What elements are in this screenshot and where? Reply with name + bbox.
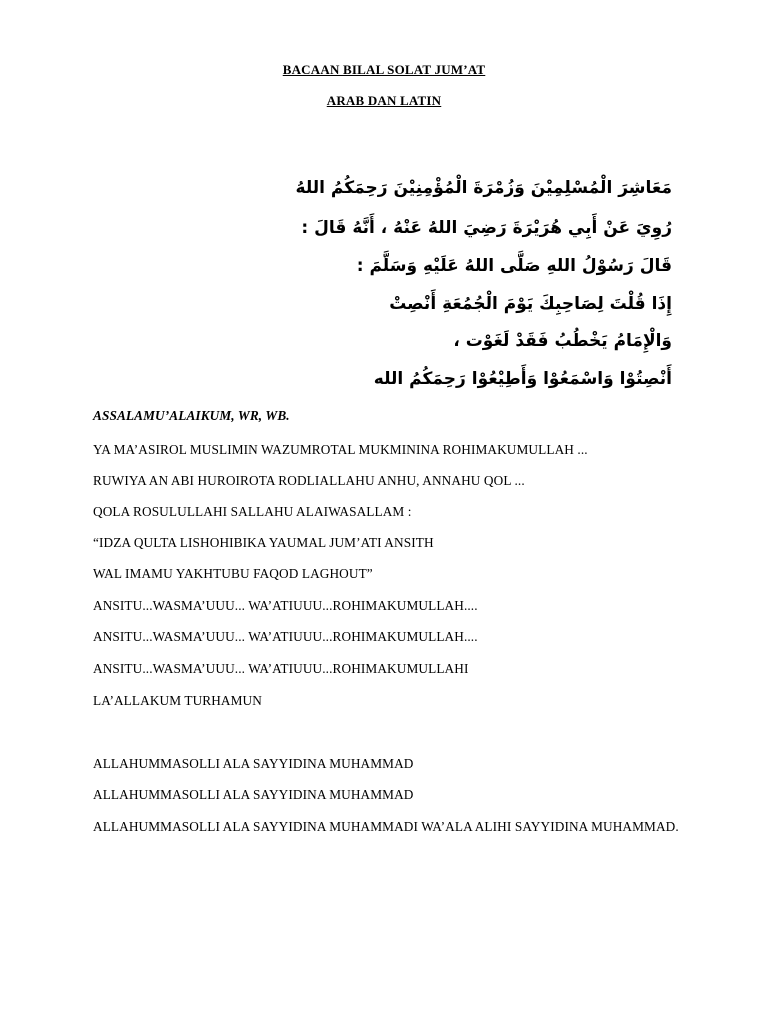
latin-line-1: YA MA’ASIROL MUSLIMIN WAZUMROTAL MUKMININA ROHIMAKUMULLAH ... <box>93 442 588 457</box>
greeting-text: ASSALAMU’ALAIKUM, WR, WB. <box>93 408 290 423</box>
latin-line-3: QOLA ROSULULLAHI SALLAHU ALAIWASALLAM : <box>93 504 412 519</box>
arabic-line-3: قَالَ رَسُوْلُ اللهِ صَلَّى اللهُ عَلَيْهِ وَسَلَّمَ : <box>356 256 672 276</box>
arabic-line-6: أَنْصِتُوْا وَاسْمَعُوْا وَأَطِيْعُوْا رَحِمَكُمُ الله <box>373 369 672 389</box>
arabic-line-5: وَالْإِمَامُ يَخْطُبُ فَقَدْ لَغَوْت ، <box>453 331 672 351</box>
document-subtitle: ARAB DAN LATIN <box>326 93 442 108</box>
arabic-line-1: مَعَاشِرَ الْمُسْلِمِيْنَ وَزُمْرَةَ الْمُؤْمِنِيْنَ رَحِمَكُمُ اللهُ <box>295 178 672 198</box>
document-title: BACAAN BILAL SOLAT JUM’AT <box>282 62 486 77</box>
selawat-line-3: ALLAHUMMASOLLI ALA SAYYIDINA MUHAMMADI WA’ALA ALIHI SAYYIDINA MUHAMMAD. <box>93 819 679 834</box>
arabic-line-2: رُوِيَ عَنْ أَبِي هُرَيْرَةَ رَضِيَ اللهُ عَنْهُ ، أَنَّهُ قَالَ : <box>301 218 672 238</box>
latin-line-6: ANSITU...WASMA’UUU... WA’ATIUUU...ROHIMAKUMULLAH.... <box>93 598 478 613</box>
selawat-line-2: ALLAHUMMASOLLI ALA SAYYIDINA MUHAMMAD <box>93 787 414 802</box>
latin-line-8: ANSITU...WASMA’UUU... WA’ATIUUU...ROHIMAKUMULLAHI <box>93 661 469 676</box>
latin-line-2: RUWIYA AN ABI HUROIROTA RODLIALLAHU ANHU, ANNAHU QOL ... <box>93 473 525 488</box>
selawat-line-1: ALLAHUMMASOLLI ALA SAYYIDINA MUHAMMAD <box>93 756 414 771</box>
latin-line-9: LA’ALLAKUM TURHAMUN <box>93 693 262 708</box>
latin-line-7: ANSITU...WASMA’UUU... WA’ATIUUU...ROHIMAKUMULLAH.... <box>93 629 478 644</box>
latin-line-4: “IDZA QULTA LISHOHIBIKA YAUMAL JUM’ATI ANSITH <box>93 535 434 550</box>
arabic-line-4: إِذَا قُلْتَ لِصَاحِبِكَ يَوْمَ الْجُمُعَةِ أَنْصِتْ <box>389 294 672 314</box>
latin-line-5: WAL IMAMU YAKHTUBU FAQOD LAGHOUT” <box>93 566 373 581</box>
